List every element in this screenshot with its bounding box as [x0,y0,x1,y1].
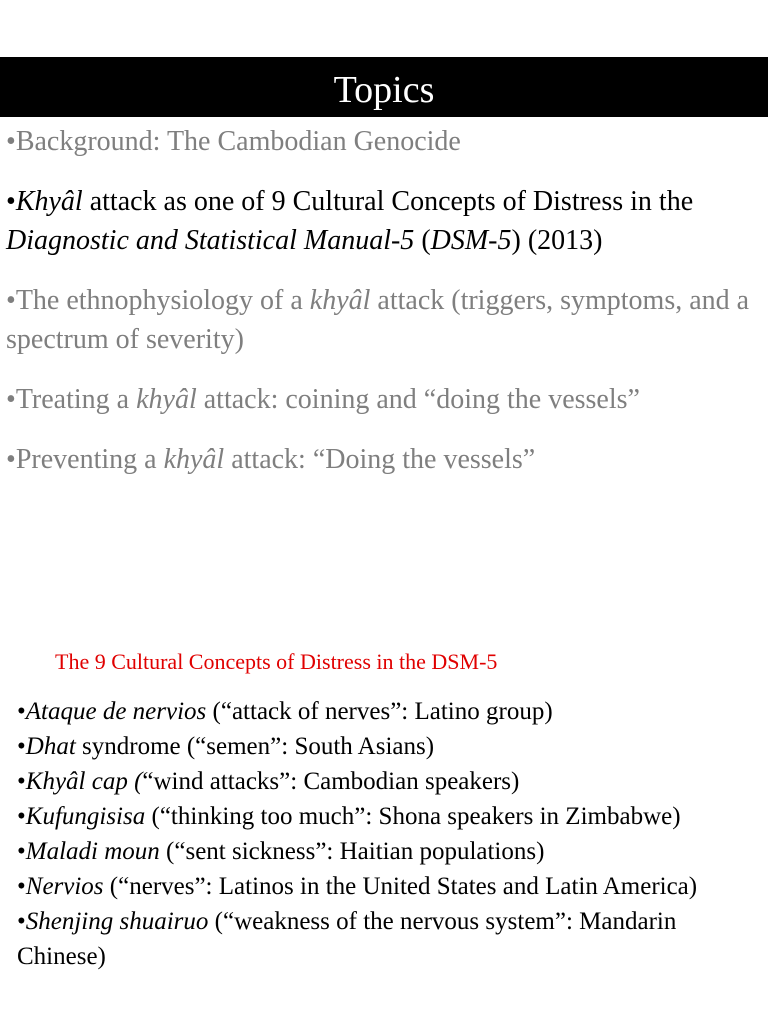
bullet: • [17,768,26,795]
topic-item [6,281,766,359]
topic-text: attack: coining and “doing the vessels” [196,384,640,415]
topics-list [6,122,766,500]
concept-desc: (“sent sickness”: Haitian populations) [159,838,545,865]
topic-text: Treating a [15,384,137,415]
bullet: • [17,908,26,935]
topic-text: Background: The Cambodian Genocide [15,126,461,157]
list-item [17,904,762,974]
concept-desc: “wind attacks”: Cambodian speakers) [142,768,520,795]
topic-item [6,182,766,260]
topic-text: attack as one of 9 Cultural Concepts of Distress in the [82,186,694,217]
bullet: • [6,126,16,157]
concept-name: Dhat [25,733,76,760]
list-item [17,764,762,799]
topic-text: attack (triggers, symptoms, and a spectrum of severity) [6,285,750,355]
concept-name: Khyâl cap ( [25,768,143,795]
bullet: • [6,444,16,475]
concept-desc: (“thinking too much”: Shona speakers in Zimbabwe) [145,803,681,830]
topic-text: The ethnophysiology of a [15,285,310,316]
bullet: • [17,803,26,830]
list-item [17,694,762,729]
topic-text: attack: “Doing the vessels” [224,444,536,475]
topic-term: DSM-5 [430,225,512,256]
list-item [17,799,762,834]
concept-name: Ataque de nervios [25,698,207,725]
topic-term: khyâl [309,285,371,316]
ccd-list [17,694,762,974]
concept-desc: (“nerves”: Latinos in the United States and Latin America) [103,873,698,900]
concept-desc: (“weakness of the nervous system”: Mandarin Chinese) [17,908,677,970]
topic-text: Preventing a [15,444,164,475]
concept-name: Maladi moun [25,838,160,865]
bullet: • [17,838,26,865]
topic-term: khyâl [136,384,197,415]
list-item [17,869,762,904]
topic-term: Khyâl [15,186,83,217]
concept-name: Shenjing shuairuo [25,908,209,935]
topic-item [6,440,766,479]
bullet: • [6,285,16,316]
list-item [17,834,762,869]
topic-term: Diagnostic and Statistical Manual-5 [6,225,415,256]
ccd-box-title: The 9 Cultural Concepts of Distress in the DSM-5 [55,649,498,674]
bullet: • [17,733,26,760]
concept-desc: (“attack of nerves”: Latino group) [206,698,553,725]
concept-name: Kufungisisa [25,803,146,830]
topic-text: ( [414,225,431,256]
bullet: • [6,186,16,217]
topic-term: khyâl [163,444,225,475]
concept-name: Nervios [25,873,104,900]
topic-text: ) (2013) [511,225,603,256]
bullet: • [17,873,26,900]
bullet: • [6,384,16,415]
topic-item [6,122,766,161]
slide-title: Topics [0,57,768,117]
concept-desc: syndrome (“semen”: South Asians) [75,733,435,760]
bullet: • [17,698,26,725]
list-item [17,729,762,764]
topic-item [6,380,766,419]
